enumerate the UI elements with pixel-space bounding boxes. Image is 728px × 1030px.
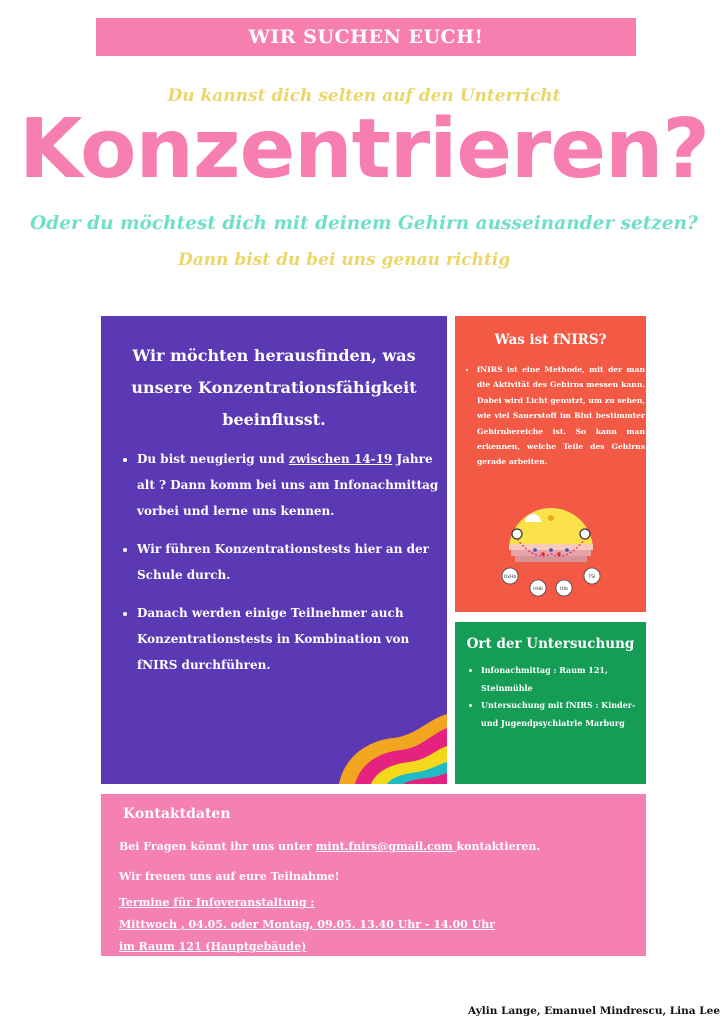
diagram-label: OxHb: [503, 575, 517, 580]
bullet1-part-a: Du bist neugierig und: [137, 452, 289, 466]
diagram-label: HHb: [533, 587, 543, 592]
fnirs-list: [467, 362, 645, 470]
contact-line-b: kontaktieren.: [456, 840, 541, 853]
contact-heading: Kontaktdaten: [123, 806, 231, 822]
tagline-top: Du kannst dich selten auf den Unterricht: [167, 86, 561, 106]
study-info-list: [123, 446, 447, 690]
tagline-bottom: Dann bist du bei uns genau richtig: [178, 250, 511, 270]
location-heading: Ort der Untersuchung: [466, 636, 635, 652]
diagram-label: TSI: [588, 575, 596, 580]
contact-box: [101, 794, 646, 956]
authors: Aylin Lange, Emanuel Mindrescu, Lina Lee: [467, 1005, 720, 1017]
headline: Konzentrieren?: [19, 102, 709, 197]
list-item: • Wir führen Konzentrationstests hier an der Schule durch.: [137, 536, 447, 588]
study-info-box: [101, 316, 447, 784]
location-box: [455, 622, 646, 784]
diagram-label: tHb: [559, 587, 569, 592]
email-link[interactable]: mint.fnirs@gmail.com: [315, 840, 457, 853]
list-item: • Untersuchung mit fNIRS : Kinder- und Jugendpsychiatrie Marburg: [481, 697, 647, 732]
bullet1-part-c: Jahre alt ? Dann komm bei uns am Infonachmittag vorbei und lerne uns kennen.: [137, 452, 439, 518]
header-banner: WIR SUCHEN EUCH!: [96, 18, 636, 56]
fnirs-description: • fNIRS ist eine Methode, mit der man die Aktivität des Gehirns messen kann. Dabei wird Licht genutzt, um zu sehen, wie viel Sauerstoff im Blut bestimmter Gehirnbereiche ist. So kann man erkennen, welche Teile des Gehirns gerade arbeiten.: [477, 362, 645, 470]
list-item: • Danach werden einige Teilnehmer auch Konzentrationstests in Kombination von fNIRS durchführen.: [137, 600, 447, 678]
room-line: im Raum 121 (Hauptgebäude): [119, 940, 307, 953]
wave-decoration: [331, 714, 447, 784]
thanks-line: Wir freuen uns auf eure Teilnahme!: [119, 870, 340, 883]
contact-line: [119, 840, 540, 853]
list-item: [137, 446, 447, 524]
contact-line-a: Bei Fragen könnt ihr uns unter: [119, 840, 316, 853]
dates-line: Mittwoch , 04.05. oder Montag, 09.05. 13.40 Uhr - 14.00 Uhr: [119, 918, 495, 931]
location-list: [471, 662, 647, 732]
dates-heading: Termine für Infoveranstaltung :: [119, 896, 315, 909]
fnirs-box: [455, 316, 646, 612]
study-info-heading: Wir möchten herausfinden, was unsere Konzentrationsfähigkeit beeinflusst.: [131, 346, 417, 429]
fnirs-brain-diagram-icon: [495, 504, 607, 598]
tagline-middle: Oder du möchtest dich mit deinem Gehirn ausseinander setzen?: [30, 213, 698, 234]
fnirs-heading: Was ist fNIRS?: [494, 332, 607, 348]
list-item: • Infonachmittag : Raum 121, Steinmühle: [481, 662, 647, 697]
age-range: zwischen 14-19: [288, 452, 393, 466]
